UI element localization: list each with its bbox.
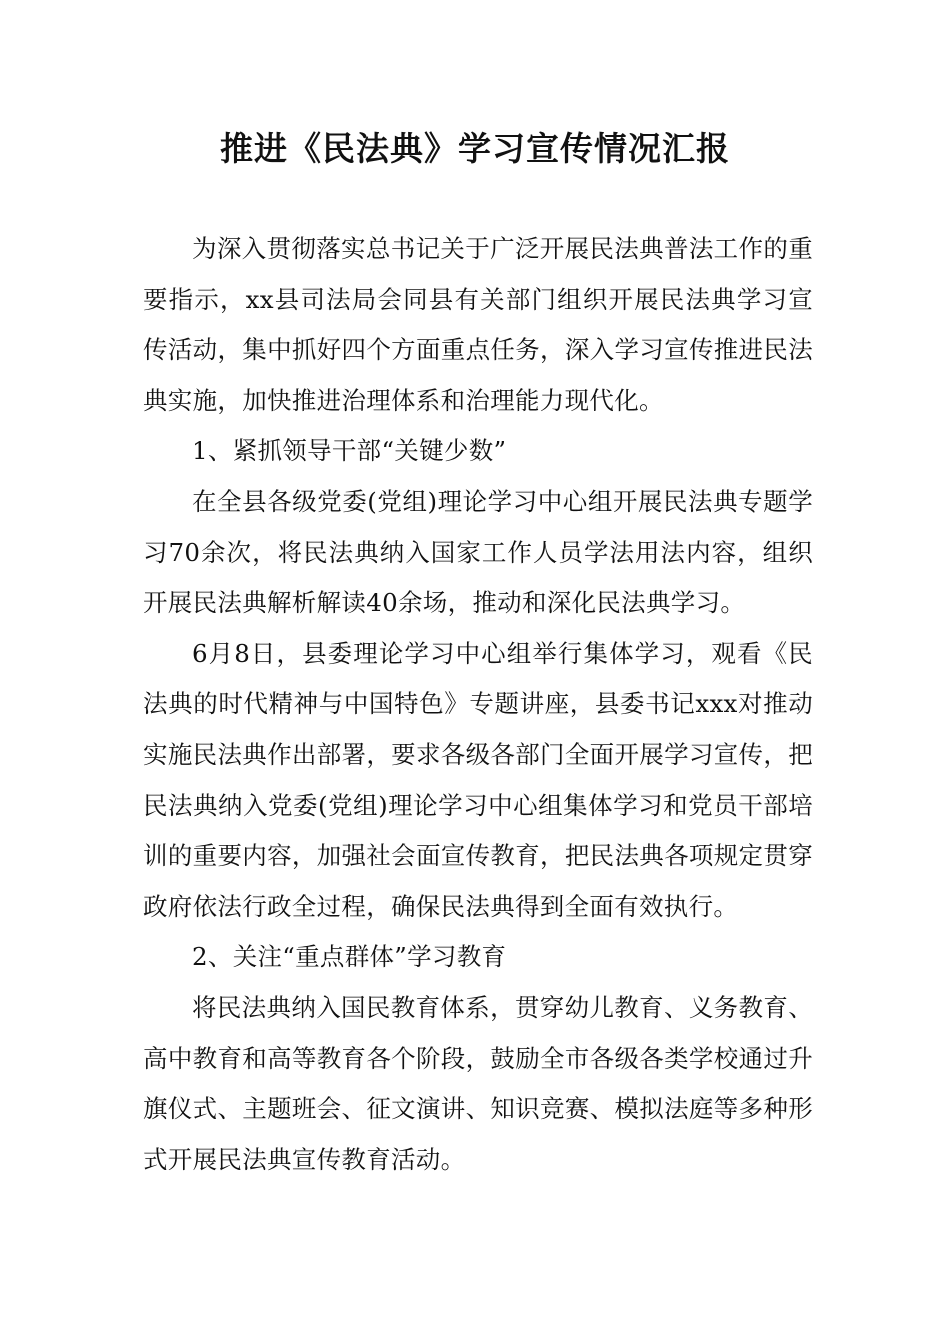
section-heading-2: 2、关注“重点群体”学习教育 <box>192 942 507 972</box>
paragraph-section-1-a: 在全县各级党委(党组)理论学习中心组开展民法典专题学习70余次，将民法典纳入国家工作人员学法用法内容，组织开展民法典解析解读40余场，推动和深化民法典学习。 <box>143 486 813 618</box>
section-heading-1: 1、紧抓领导干部“关键少数” <box>192 436 507 466</box>
paragraph-section-2-a: 将民法典纳入国民教育体系，贯穿幼儿教育、义务教育、高中教育和高等教育各个阶段，鼓励全市各级各类学校通过升旗仪式、主题班会、征文演讲、知识竞赛、模拟法庭等多种形式开展民法典宣传教育活动。 <box>143 992 813 1174</box>
paragraph-intro: 为深入贯彻落实总书记关于广泛开展民法典普法工作的重要指示，xx县司法局会同县有关部门组织开展民法典学习宣传活动，集中抓好四个方面重点任务，深入学习宣传推进民法典实施，加快推进治理体系和治理能力现代化。 <box>143 234 813 415</box>
document-body <box>143 224 813 1185</box>
paragraph-section-1-b: 6月8日，县委理论学习中心组举行集体学习，观看《民法典的时代精神与中国特色》专题讲座，县委书记xxx对推动实施民法典作出部署，要求各级各部门全面开展学习宣传，把民法典纳入党委(党组)理论学习中心组集体学习和党员干部培训的重要内容，加强社会面宣传教育，把民法典各项规定贯穿政府依法行政全过程，确保民法典得到全面有效执行。 <box>143 638 813 921</box>
document-title: 推进《民法典》学习宣传情况汇报 <box>220 129 730 168</box>
